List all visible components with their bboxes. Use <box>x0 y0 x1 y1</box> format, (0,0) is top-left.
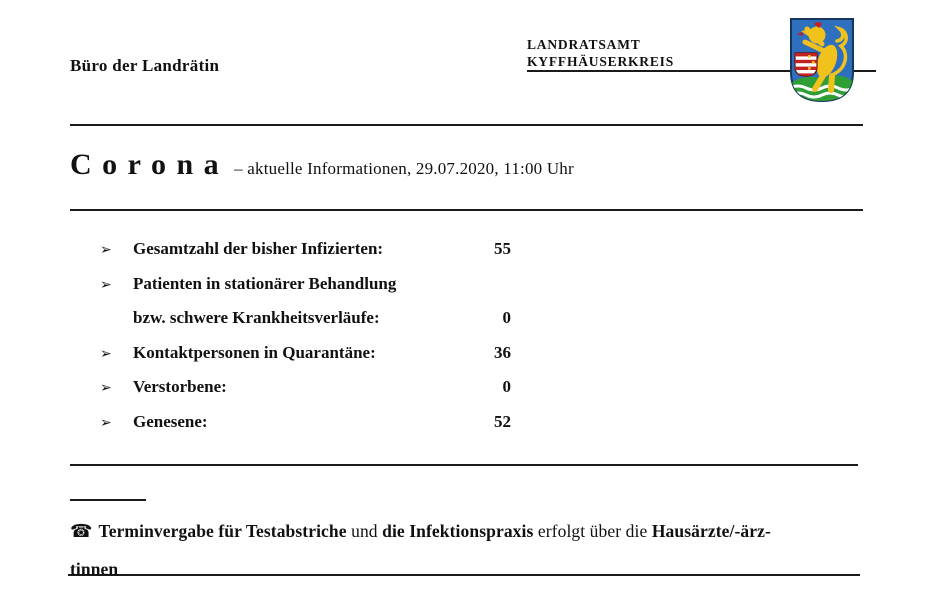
inner-shield <box>795 53 817 77</box>
footer-seg-regular: erfolgt über die <box>533 521 652 541</box>
stat-value: 0 <box>502 308 511 328</box>
footer-seg-bold: die Infektionspraxis <box>382 521 534 541</box>
divider-under-title <box>70 209 863 211</box>
arrow-bullet-icon: ➢ <box>100 276 112 293</box>
stat-row-recovered <box>100 405 520 440</box>
statistics-list <box>100 232 520 440</box>
page-title: C o r o n a <box>70 148 221 181</box>
stat-row-deceased <box>100 370 520 405</box>
footer-seg-bold: Terminvergabe für Testabstriche <box>98 521 347 541</box>
stat-label: Genesene: <box>133 411 208 431</box>
footer-line2: tinnen <box>70 558 119 579</box>
page-subtitle: – aktuelle Informationen, 29.07.2020, 11:00 Uhr <box>234 159 574 178</box>
stat-row-hospital-line1 <box>100 267 520 302</box>
footer-seg-bold: Hausärzte/-ärz- <box>651 521 771 541</box>
authority-name <box>527 37 674 70</box>
stat-value: 52 <box>494 411 511 431</box>
stat-label: Gesamtzahl der bisher Infizierten: <box>133 239 384 258</box>
arrow-bullet-icon: ➢ <box>100 380 112 397</box>
stat-row-quarantine <box>100 336 520 371</box>
footer-line1 <box>70 513 870 551</box>
authority-line1: LANDRATSAMT <box>527 37 641 52</box>
stat-row-hospital-line2 <box>100 301 520 336</box>
stat-label: Kontaktpersonen in Quarantäne: <box>133 342 376 362</box>
coat-of-arms <box>788 16 856 104</box>
office-name: Büro der Landrätin <box>70 56 220 75</box>
arrow-bullet-icon: ➢ <box>100 345 112 362</box>
footer-seg-regular: und <box>346 521 383 541</box>
stat-label: bzw. schwere Krankheitsverläufe: <box>133 308 380 328</box>
stat-label: Verstorbene: <box>133 377 227 397</box>
title-row <box>70 148 574 182</box>
stat-label: Patienten in stationärer Behandlung <box>133 273 397 293</box>
arrow-bullet-icon: ➢ <box>100 414 112 431</box>
footnote-divider <box>70 499 146 501</box>
authority-line2: KYFFHÄUSERKREIS <box>527 53 675 69</box>
footer-note <box>70 513 870 587</box>
stat-value: 55 <box>494 239 511 258</box>
stat-row-infected <box>100 232 520 267</box>
divider-top <box>70 124 863 126</box>
stat-value: 0 <box>502 377 511 397</box>
arrow-bullet-icon: ➢ <box>100 242 112 258</box>
stat-value: 36 <box>494 342 511 362</box>
divider-above-footer <box>70 464 858 466</box>
phone-icon: ☎ <box>70 521 93 542</box>
